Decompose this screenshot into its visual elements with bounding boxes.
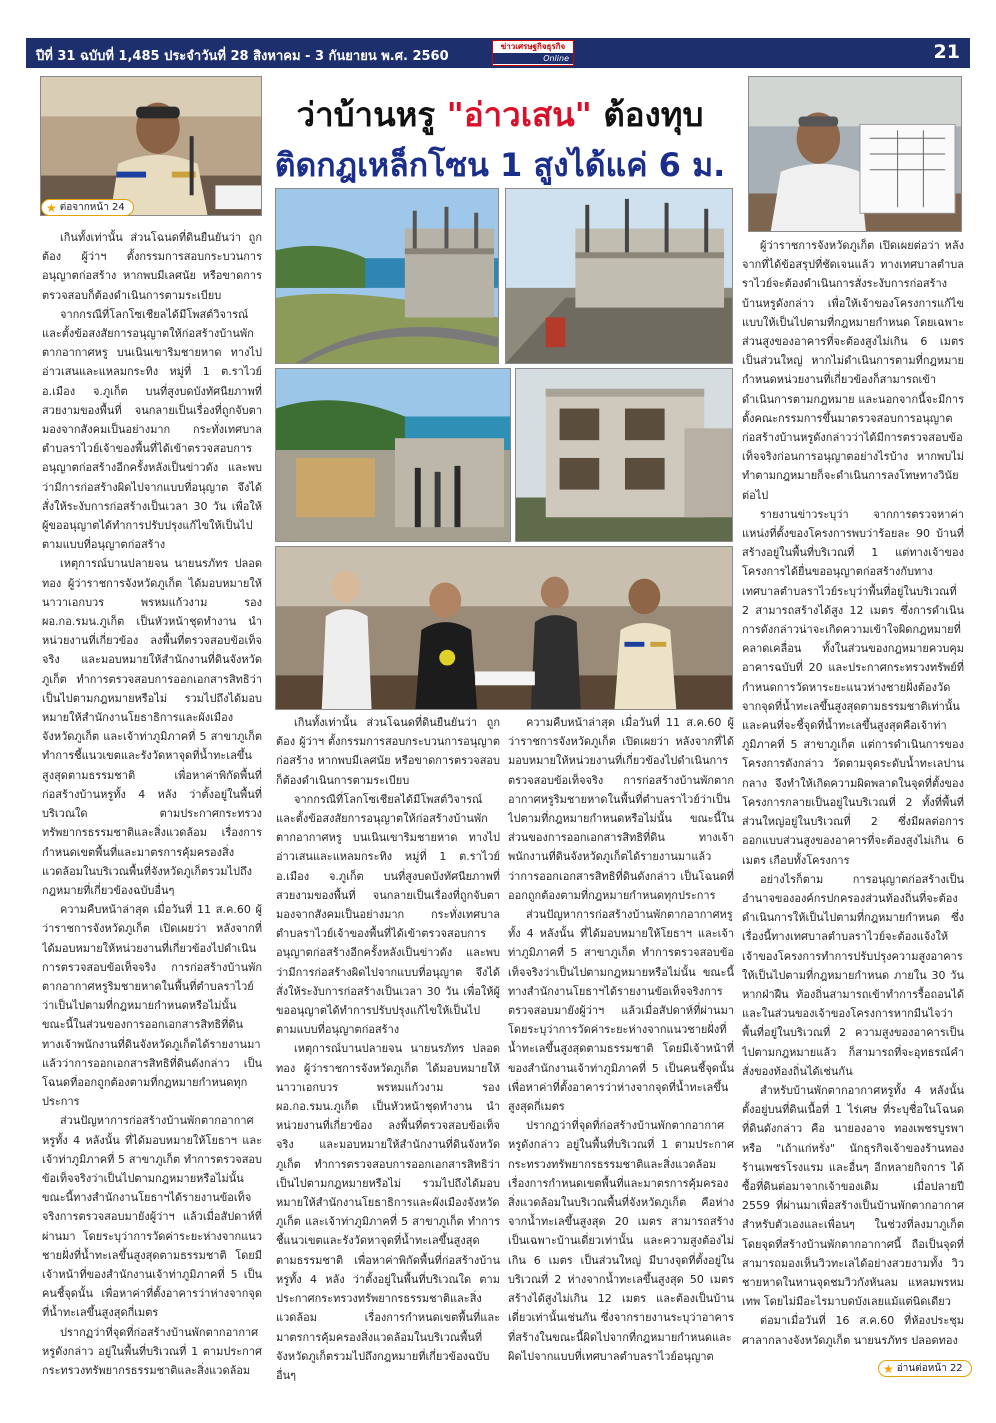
logo-sub: Online [493,53,573,64]
headline-highlight: "อ่าวเสน" [446,95,592,134]
paragraph: เกินทั้งเท่านั้น ส่วนโฉนดที่ดินยืนยันว่า ถูกต้อง ผู้ว่าฯ ตั้งกรรมการสอบกระบวนการอนุญาตก่อสร้าง หากพบมีเลศนัย หรือขาดการตรวจสอบก็ต้องดำเนินการตามระเบียบ [276,716,500,787]
article-column-left [42,228,262,1398]
paragraph: เหตุการณ์บานปลายจน นายนรภัทร ปลอดทอง ผู้ว่าราชการจังหวัดภูเก็ต ได้มอบหมายให้ นาวาเอกบวร พรหมแก้วงาม รอง ผอ.กอ.รมน.ภูเก็ต เป็นหัวหน้าชุดทำงาน นำหน่วยงานที่เกี่ยวข้อง ลงพื้นที่ตรวจสอบข้อเท็จจริง และมอบหมายให้สำนักงานที่ดินจังหวัดภูเก็ต ทำการตรวจสอบการออกเอกสารสิทธิว่าเป็นไปตามกฎหมายหรือไม่ รวมไปถึงได้มอบหมายให้สำนักงานโยธาธิการและผังเมืองจังหวัดภูเก็ต และเจ้าท่าภูมิภาคที่ 5 สาขาภูเก็ต ทำการชี้แนวเขตและรังวัดหาจุดที่น้ำทะเลขึ้นสูงสุดตามธรรมชาติ เพื่อหาค่าพิกัดพื้นที่ก่อสร้างบ้านหรูทั้ง 4 หลัง ว่าตั้งอยู่ในพื้นที่บริเวณใด ตามประกาศกระทรวงทรัพยากรธรรมชาติและสิ่งแวดล้อม เรื่องการกำหนดเขตพื้นที่และมาตรการคุ้มครองสิ่งแวดล้อมในบริเวณพื้นที่จังหวัดภูเก็ตรวมไปถึงกฎหมายที่เกี่ยวข้องฉบับอื่นๆ [42,557,262,897]
photo-construction-road [505,188,733,364]
photo-official-left [40,76,262,216]
paragraph: ส่วนปัญหาการก่อสร้างบ้านพักตากอากาศหรูทั้ง 4 หลังนั้น ที่ได้มอบหมายให้โยธาฯ และเจ้าท่าภูมิภาคที่ 5 สาขาภูเก็ต ทำการตรวจสอบข้อเท็จจริงว่าเป็นไปตามกฎหมายหรือไม่นั้น ขณะนี้ทางสำนักงานโยธาฯได้รายงานข้อเท็จจริงการตรวจสอบมายังผู้ว่าฯ แล้วเมื่อสัปดาห์ที่ผ่านมา โดยระบุว่าการวัดค่าระยะห่างจากแนวชายฝั่งที่น้ำทะเลขึ้นสูงสุดตามธรรมชาติ โดยมีเจ้าหน้าที่ของสำนักงานเจ้าท่าภูมิภาคที่ 5 เป็นคนชี้จุดนั้น เพื่อหาค่าที่ตั้งอาคารว่าห่างจากจุดที่น้ำทะเลขึ้นสูงสุดกี่เมตร [508,908,734,1114]
article-column-middle-a [276,713,500,1403]
star-icon: ★ [883,1361,894,1376]
paragraph: ปรากฏว่าที่จุดที่ก่อสร้างบ้านพักตากอากาศหรูดังกล่าว อยู่ในพื้นที่บริเวณที่ 1 ตามประกาศกระทรวงทรัพยากรธรรมชาติและสิ่งแวดล้อม เรื่องการกำหนดเขตพื้นที่และมาตรการคุ้มครองสิ่งแวดล้อมในบริเวณพื้นที่จังหวัดภูเก็ต คือห่างจากน้ำทะเลขึ้นสูงสุด 20 เมตร สามารถสร้างเป็นเฉพาะบ้านเดี่ยวเท่านั้น และความสูงต้องไม่เกิน 6 เมตร เป็นส่วนใหญ่ มีบางจุดที่ตั้งอยู่ในบริเวณที่ 2 ห่างจากน้ำทะเลขึ้นสูงสุด 50 เมตร สร้างได้สูงไม่เกิน 12 เมตร และต้องเป็นบ้านเดี่ยวเท่านั้นเช่นกัน ซึ่งจากรายงานระบุว่าอาคารที่สร้างในขณะนี้ผิดไปจากที่กฎหมายกำหนดและผิดไปจากแบบที่เทศบาลตำบลราไวย์อนุญาต [508,1119,734,1363]
photo-construction-coast [275,188,499,364]
paragraph: จากกรณีที่โลกโซเชียลได้มีโพสต์วิจารณ์และตั้งข้อสงสัยการอนุญาตให้ก่อสร้างบ้านพักตากอากาศหรู บนเนินเขาริมชายหาด ทางไปอ่าวเสนและแหลมกระทิง หมู่ที่ 1 ต.ราไวย์ อ.เมือง จ.ภูเก็ต บนที่สูงบดบังทัศนียภาพที่สวยงามของพื้นที่ จนกลายเป็นเรื่องที่ถูกจับตามองจากสังคมเป็นอย่างมาก กระทั่งเทศบาลตำบลราไวย์เจ้าของพื้นที่ได้เข้าตรวจสอบการอนุญาตก่อสร้างอีกครั้งหลังเป็นข่าวดัง และพบว่ามีการก่อสร้างผิดไปจากแบบที่อนุญาต จึงได้สั่งให้ระงับการก่อสร้างเป็นเวลา 30 วัน เพื่อให้ผู้ขออนุญาตได้ทำการปรับปรุงแก้ไขให้เป็นไปตามแบบที่อนุญาตก่อสร้าง [276,792,500,1037]
paragraph: สำหรับบ้านพักตากอากาศหรูทั้ง 4 หลังนั้น ตั้งอยู่บนที่ดินเนื้อที่ 1 ไร่เศษ ที่ระบุชื่อในโฉนดที่ดินดังกล่าว คือ นายองอาจ ทองเพชรบูรพา หรือ "เถ้าแก่หรั่ง" นักธุรกิจเจ้าของร้านทอง ร้านเพชรโรงแรม และอื่นๆ อีกหลายกิจการ ได้ซื้อที่ดินต่อมาจากเจ้าของเดิม เมื่อปลายปี 2559 ที่ผ่านมาเพื่อสร้างเป็นบ้านพักตากอากาศสำหรับตัวเองและเพื่อนๆ ในช่วงที่ลงมาภูเก็ต โดยจุดที่สร้างบ้านพักตากอากาศนี้ ถือเป็นจุดที่สามารถมองเห็นวิวทะเลได้อย่างสวยงามทั้ง วิวชายหาดในหานจุดชมวิวกังหันลม แหลมพรหมเทพ โดยไม่มีอะไรมาบดบังเลยแม้แต่นิดเดียว [742,1083,964,1309]
headline-line-1 [268,88,732,141]
issue-info: ปีที่ 31 ฉบับที่ 1,485 ประจำวันที่ 28 สิงหาคม - 3 กันยายน พ.ศ. 2560 [36,49,449,64]
article-column-middle-b [508,713,734,1403]
newspaper-logo [492,40,574,66]
photo-construction-sea-view [275,368,511,542]
continued-from-label: ต่อจากหน้า 24 [59,202,125,213]
paragraph: อย่างไรก็ตาม การอนุญาตก่อสร้างเป็นอำนาจขององค์กรปกครองส่วนท้องถิ่นที่จะต้องดำเนินการให้เป็นไปตามที่กฎหมายกำหนด ซึ่งเรื่องนี้ทางเทศบาลตำบลราไวย์จะต้องแจ้งให้เจ้าของโครงการทำการปรับปรุงความสูงอาคารให้เป็นไปตามที่กฎหมายกำหนด ภายใน 30 วัน หากฝ่าฝืน ท้องถิ่นสามารถเข้าทำการรื้อถอนได้ และในส่วนของเจ้าของโครงการหากมีนไจว่า พื้นที่อยู่ในบริเวณที่ 2 ความสูงของอาคารเป็นไปตามกฎหมายแล้ว ก็สามารถที่จะอุทธรณ์คำสั่งของท้องถิ่นได้เช่นกัน [742,872,964,1078]
paragraph: ความคืบหน้าล่าสุด เมื่อวันที่ 11 ส.ค.60 ผู้ว่าราชการจังหวัดภูเก็ต เปิดเผยว่า หลังจากที่ได้มอบหมายให้หน่วยงานที่เกี่ยวข้องไปดำเนินการตรวจสอบข้อเท็จจริง การก่อสร้างบ้านพักตากอากาศหรูริมชายหาดในพื้นที่ตำบลราไวย์ว่าเป็นไปตามที่กฎหมายกำหนดหรือไม่นั้น ขณะนี้ในส่วนของการออกเอกสารสิทธิที่ดิน ทางเจ้าพนักงานที่ดินจังหวัดภูเก็ตได้รายงานมาแล้วว่าการออกเอกสารสิทธิที่ดินดังกล่าว เป็นโฉนดที่ออกถูกต้องตามที่กฎหมายกำหนดทุกประการ [508,716,734,902]
masthead-bar [26,38,970,68]
page-number: 21 [933,41,960,63]
paragraph: เหตุการณ์บานปลายจน นายนรภัทร ปลอดทอง ผู้ว่าราชการจังหวัดภูเก็ต ได้มอบหมายให้ นาวาเอกบวร พรหมแก้วงาม รอง ผอ.กอ.รมน.ภูเก็ต เป็นหัวหน้าชุดทำงาน นำหน่วยงานที่เกี่ยวข้อง ลงพื้นที่ตรวจสอบข้อเท็จจริง และมอบหมายให้สำนักงานที่ดินจังหวัดภูเก็ต ทำการตรวจสอบการออกเอกสารสิทธิว่าเป็นไปตามกฎหมายหรือไม่ รวมไปถึงได้มอบหมายให้สำนักงานโยธาธิการและผังเมืองจังหวัดภูเก็ต และเจ้าท่าภูมิภาคที่ 5 สาขาภูเก็ต ทำการชี้แนวเขตและรังวัดหาจุดที่น้ำทะเลขึ้นสูงสุดตามธรรมชาติ เพื่อหาค่าพิกัดพื้นที่ก่อสร้างบ้านหรูทั้ง 4 หลัง ว่าตั้งอยู่ในพื้นที่บริเวณใด ตามประกาศกระทรวงทรัพยากรธรรมชาติและสิ่งแวดล้อม เรื่องการกำหนดเขตพื้นที่และมาตรการคุ้มครองสิ่งแวดล้อมในบริเวณพื้นที่จังหวัดภูเก็ตรวมไปถึงกฎหมายที่เกี่ยวข้องฉบับอื่นๆ [276,1042,500,1382]
paragraph: ส่วนปัญหาการก่อสร้างบ้านพักตากอากาศหรูทั้ง 4 หลังนั้น ที่ได้มอบหมายให้โยธาฯ และเจ้าท่าภูมิภาคที่ 5 สาขาภูเก็ต ทำการตรวจสอบข้อเท็จจริงว่าเป็นไปตามกฎหมายหรือไม่นั้น ขณะนี้ทางสำนักงานโยธาฯได้รายงานข้อเท็จจริงการตรวจสอบมายังผู้ว่าฯ แล้วเมื่อสัปดาห์ที่ผ่านมา โดยระบุว่าการวัดค่าระยะห่างจากแนวชายฝั่งที่น้ำทะเลขึ้นสูงสุดตามธรรมชาติ โดยมีเจ้าหน้าที่ของสำนักงานเจ้าท่าภูมิภาคที่ 5 เป็นคนชี้จุดนั้น เพื่อหาค่าที่ตั้งอาคารว่าห่างจากจุดที่น้ำทะเลขึ้นสูงสุดกี่เมตร [42,1114,262,1320]
paragraph: ต่อมาเมื่อวันที่ 16 ส.ค.60 ที่ห้องประชุมศาลากลางจังหวัดภูเก็ต นายนรภัทร ปลอดทอง [742,1314,964,1347]
paragraph: ผู้ว่าราชการจังหวัดภูเก็ต เปิดเผยต่อว่า หลังจากที่ได้ข้อสรุปที่ชัดเจนแล้ว ทางเทศบาลตำบลราไวย์จะต้องดำเนินการสั่งระงับการก่อสร้างบ้านหรูดังกล่าว เพื่อให้เจ้าของโครงการแก้ไขแบบให้เป็นไปตามที่กฎหมายกำหนด โดยเฉพาะส่วนสูงของอาคารที่จะต้องสูงไม่เกิน 6 เมตร เป็นส่วนใหญ่ หากไม่ดำเนินการตามที่กฎหมายกำหนดหน่วยงานที่เกี่ยวข้องก็สามารถเข้าดำเนินการตามกฎหมาย และนอกจากนี้จะมีการตั้งคณะกรรมการขึ้นมาตรวจสอบการอนุญาตก่อสร้างบ้านหรูดังกล่าวว่าได้มีการตรวจสอบข้อเท็จจริงก่อนการอนุญาตอย่างไรบ้าง หากพบไม่ทำตามกฎหมายก็จะดำเนินการลงโทษทางวินัยต่อไป [742,239,964,502]
continued-from-badge[interactable] [41,199,134,216]
photo-official-right [748,76,962,232]
headline-line-2: ติดกฎเหล็กโซน 1 สูงได้แค่ 6 ม. [274,146,726,184]
photo-officials-meeting [275,546,733,710]
continue-to-badge[interactable] [878,1360,972,1377]
paragraph: จากกรณีที่โลกโซเชียลได้มีโพสต์วิจารณ์และตั้งข้อสงสัยการอนุญาตให้ก่อสร้างบ้านพักตากอากาศหรู บนเนินเขาริมชายหาด ทางไปอ่าวเสนและแหลมกระทิง หมู่ที่ 1 ต.ราไวย์ อ.เมือง จ.ภูเก็ต บนที่สูงบดบังทัศนียภาพที่สวยงามของพื้นที่ จนกลายเป็นเรื่องที่ถูกจับตามองจากสังคมเป็นอย่างมาก กระทั่งเทศบาลตำบลราไวย์เจ้าของพื้นที่ได้เข้าตรวจสอบการอนุญาตก่อสร้างอีกครั้งหลังเป็นข่าวดัง และพบว่ามีการก่อสร้างผิดไปจากแบบที่อนุญาต จึงได้สั่งให้ระงับการก่อสร้างเป็นเวลา 30 วัน เพื่อให้ผู้ขออนุญาตได้ทำการปรับปรุงแก้ไขให้เป็นไปตามแบบที่อนุญาตก่อสร้าง [42,307,262,552]
paragraph: เกินทั้งเท่านั้น ส่วนโฉนดที่ดินยืนยันว่า ถูกต้อง ผู้ว่าฯ ตั้งกรรมการสอบกระบวนการอนุญาตก่อสร้าง หากพบมีเลศนัย หรือขาดการตรวจสอบก็ต้องดำเนินการตามระเบียบ [42,231,262,302]
headline-line1-after: ต้องทุบ [591,95,704,134]
paragraph: ความคืบหน้าล่าสุด เมื่อวันที่ 11 ส.ค.60 ผู้ว่าราชการจังหวัดภูเก็ต เปิดเผยว่า หลังจากที่ได้มอบหมายให้หน่วยงานที่เกี่ยวข้องไปดำเนินการตรวจสอบข้อเท็จจริง การก่อสร้างบ้านพักตากอากาศหรูริมชายหาดในพื้นที่ตำบลราไวย์ว่าเป็นไปตามที่กฎหมายกำหนดหรือไม่นั้น ขณะนี้ในส่วนของการออกเอกสารสิทธิที่ดิน ทางเจ้าพนักงานที่ดินจังหวัดภูเก็ตได้รายงานมาแล้วว่าการออกเอกสารสิทธิที่ดินดังกล่าว เป็นโฉนดที่ออกถูกต้องตามที่กฎหมายกำหนดทุกประการ [42,903,262,1109]
article-column-right [742,236,964,1358]
paragraph: ปรากฏว่าที่จุดที่ก่อสร้างบ้านพักตากอากาศหรูดังกล่าว อยู่ในพื้นที่บริเวณที่ 1 ตามประกาศกระทรวงทรัพยากรธรรมชาติและสิ่งแวดล้อม [42,1325,262,1377]
headline-line1-before: ว่าบ้านหรู [296,95,447,134]
paragraph: รายงานข่าวระบุว่า จากการตรวจหาค่าแหน่งที่ตั้งของโครงการพบว่าร้อยละ 90 บ้านที่สร้างอยู่ในพื้นที่บริเวณที่ 1 แต่ทางเจ้าของโครงการได้ยื่นขออนุญาตก่อสร้างกับทางเทศบาลตำบลราไวย์ระบุว่าพื้นที่อยู่ในบริเวณที่ 2 สามารถสร้างได้สูง 12 เมตร ซึ่งการดำเนินการดังกล่าวน่าจะเกิดความเข้าใจผิดกฎหมายที่คลาดเคลื่อน ทั้งในส่วนของกฎหมายควบคุมอาคารฉบับที่ 20 และประกาศกระทรวงทรัพย์ที่กำหนดการวัดหาระยะแนวห่างชายฝั่งต้องวัดจากจุดที่น้ำทะเลขึ้นสูงสุดตามธรรมชาติเท่านั้น และคนที่จะชี้จุดที่น้ำทะเลขึ้นสูงสุดคือเจ้าท่าภูมิภาคที่ 5 สาขาภูเก็ต แต่การดำเนินการของโครงการดังกล่าว วัดตามจุดระดับน้ำทะเลปานกลาง จึงทำให้เกิดความผิดพลาดในจุดที่ตั้งของโครงการกลายเป็นอยู่ในบริเวณที่ 2 ทั้งที่พื้นที่ส่วนใหญ่อยู่ในบริเวณที่ 2 ซึ่งมีผลต่อการออกแบบส่วนสูงของอาคารที่จะต้องสูงไม่เกิน 6 เมตร เกือบทั้งโครงการ [742,507,964,867]
star-icon: ★ [46,200,57,215]
continue-to-label: อ่านต่อหน้า 22 [896,1363,963,1374]
logo-text: ข่าวเศรษฐกิจธุรกิจ [500,42,566,51]
photo-construction-building [515,368,733,542]
